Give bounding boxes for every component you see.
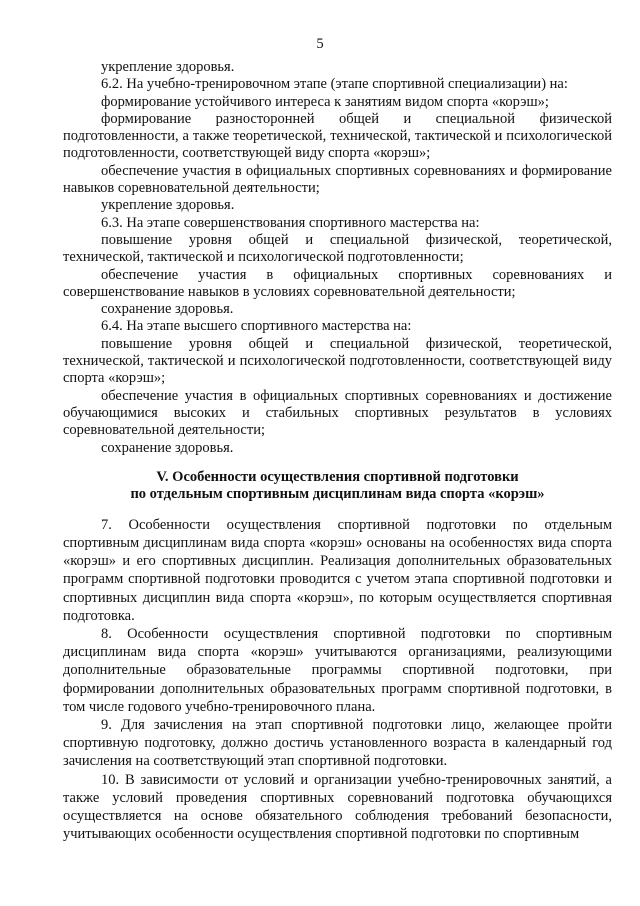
paragraph: формирование разносторонней общей и специальной физической подготовленности, а также теоретической, технической, тактической и психологической подготовленности, соответствующей виду спорта «корэш»; — [63, 110, 612, 162]
paragraph: обеспечение участия в официальных спортивных соревнованиях и формирование навыков соревновательной деятельности; — [63, 162, 612, 197]
paragraph: обеспечение участия в официальных спортивных соревнованиях и совершенствование навыков в условиях соревновательной деятельности; — [63, 266, 612, 300]
paragraph: 7. Особенности осуществления спортивной подготовки по отдельным спортивным дисциплинам вида спорта «корэш» основаны на особенностях вида спорта «корэш» и его спортивных дисциплин. Реализация дополнительных образовательных программ спортивной подготовки проводится с учетом этапа спортивной подготовки и спортивных дисциплин вида спорта «корэш», по которым осуществляется спортивная подготовка. — [63, 516, 612, 624]
paragraph: 10. В зависимости от условий и организации учебно-тренировочных занятий, а также условий проведения спортивных соревнований подготовка обучающихся осуществляется на основе обязательного соблюдения требований безопасности, учитывающих особенности осуществления спортивной подготовки по спортивным — [63, 771, 612, 843]
section-heading-line: V. Особенности осуществления спортивной подготовки — [156, 468, 519, 485]
section-heading-line: по отдельным спортивным дисциплинам вида спорта «корэш» — [130, 486, 545, 503]
page-number: 5 — [316, 36, 324, 52]
paragraph: 6.2. На учебно-тренировочном этапе (этапе спортивной специализации) на: — [101, 76, 568, 93]
paragraph: укрепление здоровья. — [101, 59, 235, 75]
paragraph: сохранение здоровья. — [101, 301, 234, 318]
paragraph: повышение уровня общей и специальной физической, теоретической, технической, тактической и психологической подготовленности, соответствующей виду спорта «корэш»; — [63, 335, 612, 387]
paragraph: 6.3. На этапе совершенствования спортивного мастерства на: — [101, 214, 480, 231]
paragraph: 6.4. На этапе высшего спортивного мастерства на: — [101, 318, 412, 335]
section-heading — [63, 469, 612, 504]
paragraph: укрепление здоровья. — [101, 197, 235, 214]
paragraph: сохранение здоровья. — [101, 439, 234, 456]
paragraph: 9. Для зачисления на этап спортивной подготовки лицо, желающее пройти спортивную подготовку, должно достичь установленного возраста в календарный год зачисления на соответствующий этап спортивной подготовки. — [63, 717, 612, 770]
document-body — [63, 59, 612, 843]
paragraph: обеспечение участия в официальных спортивных соревнованиях и достижение обучающимися высоких и стабильных спортивных результатов в условиях соревновательной деятельности; — [63, 387, 612, 439]
paragraph: формирование устойчивого интереса к занятиям видом спорта «корэш»; — [101, 93, 549, 110]
paragraph: повышение уровня общей и специальной физической, теоретической, технической, тактической и психологической подготовленности; — [63, 231, 612, 266]
paragraph: 8. Особенности осуществления спортивной подготовки по спортивным дисциплинам вида спорта «корэш» учитываются организациями, реализующими дополнительные образовательные программы спортивной подготовки, при формировании дополнительных образовательных программ спортивной подготовки, в том числе годового учебно-тренировочного плана. — [63, 626, 612, 715]
